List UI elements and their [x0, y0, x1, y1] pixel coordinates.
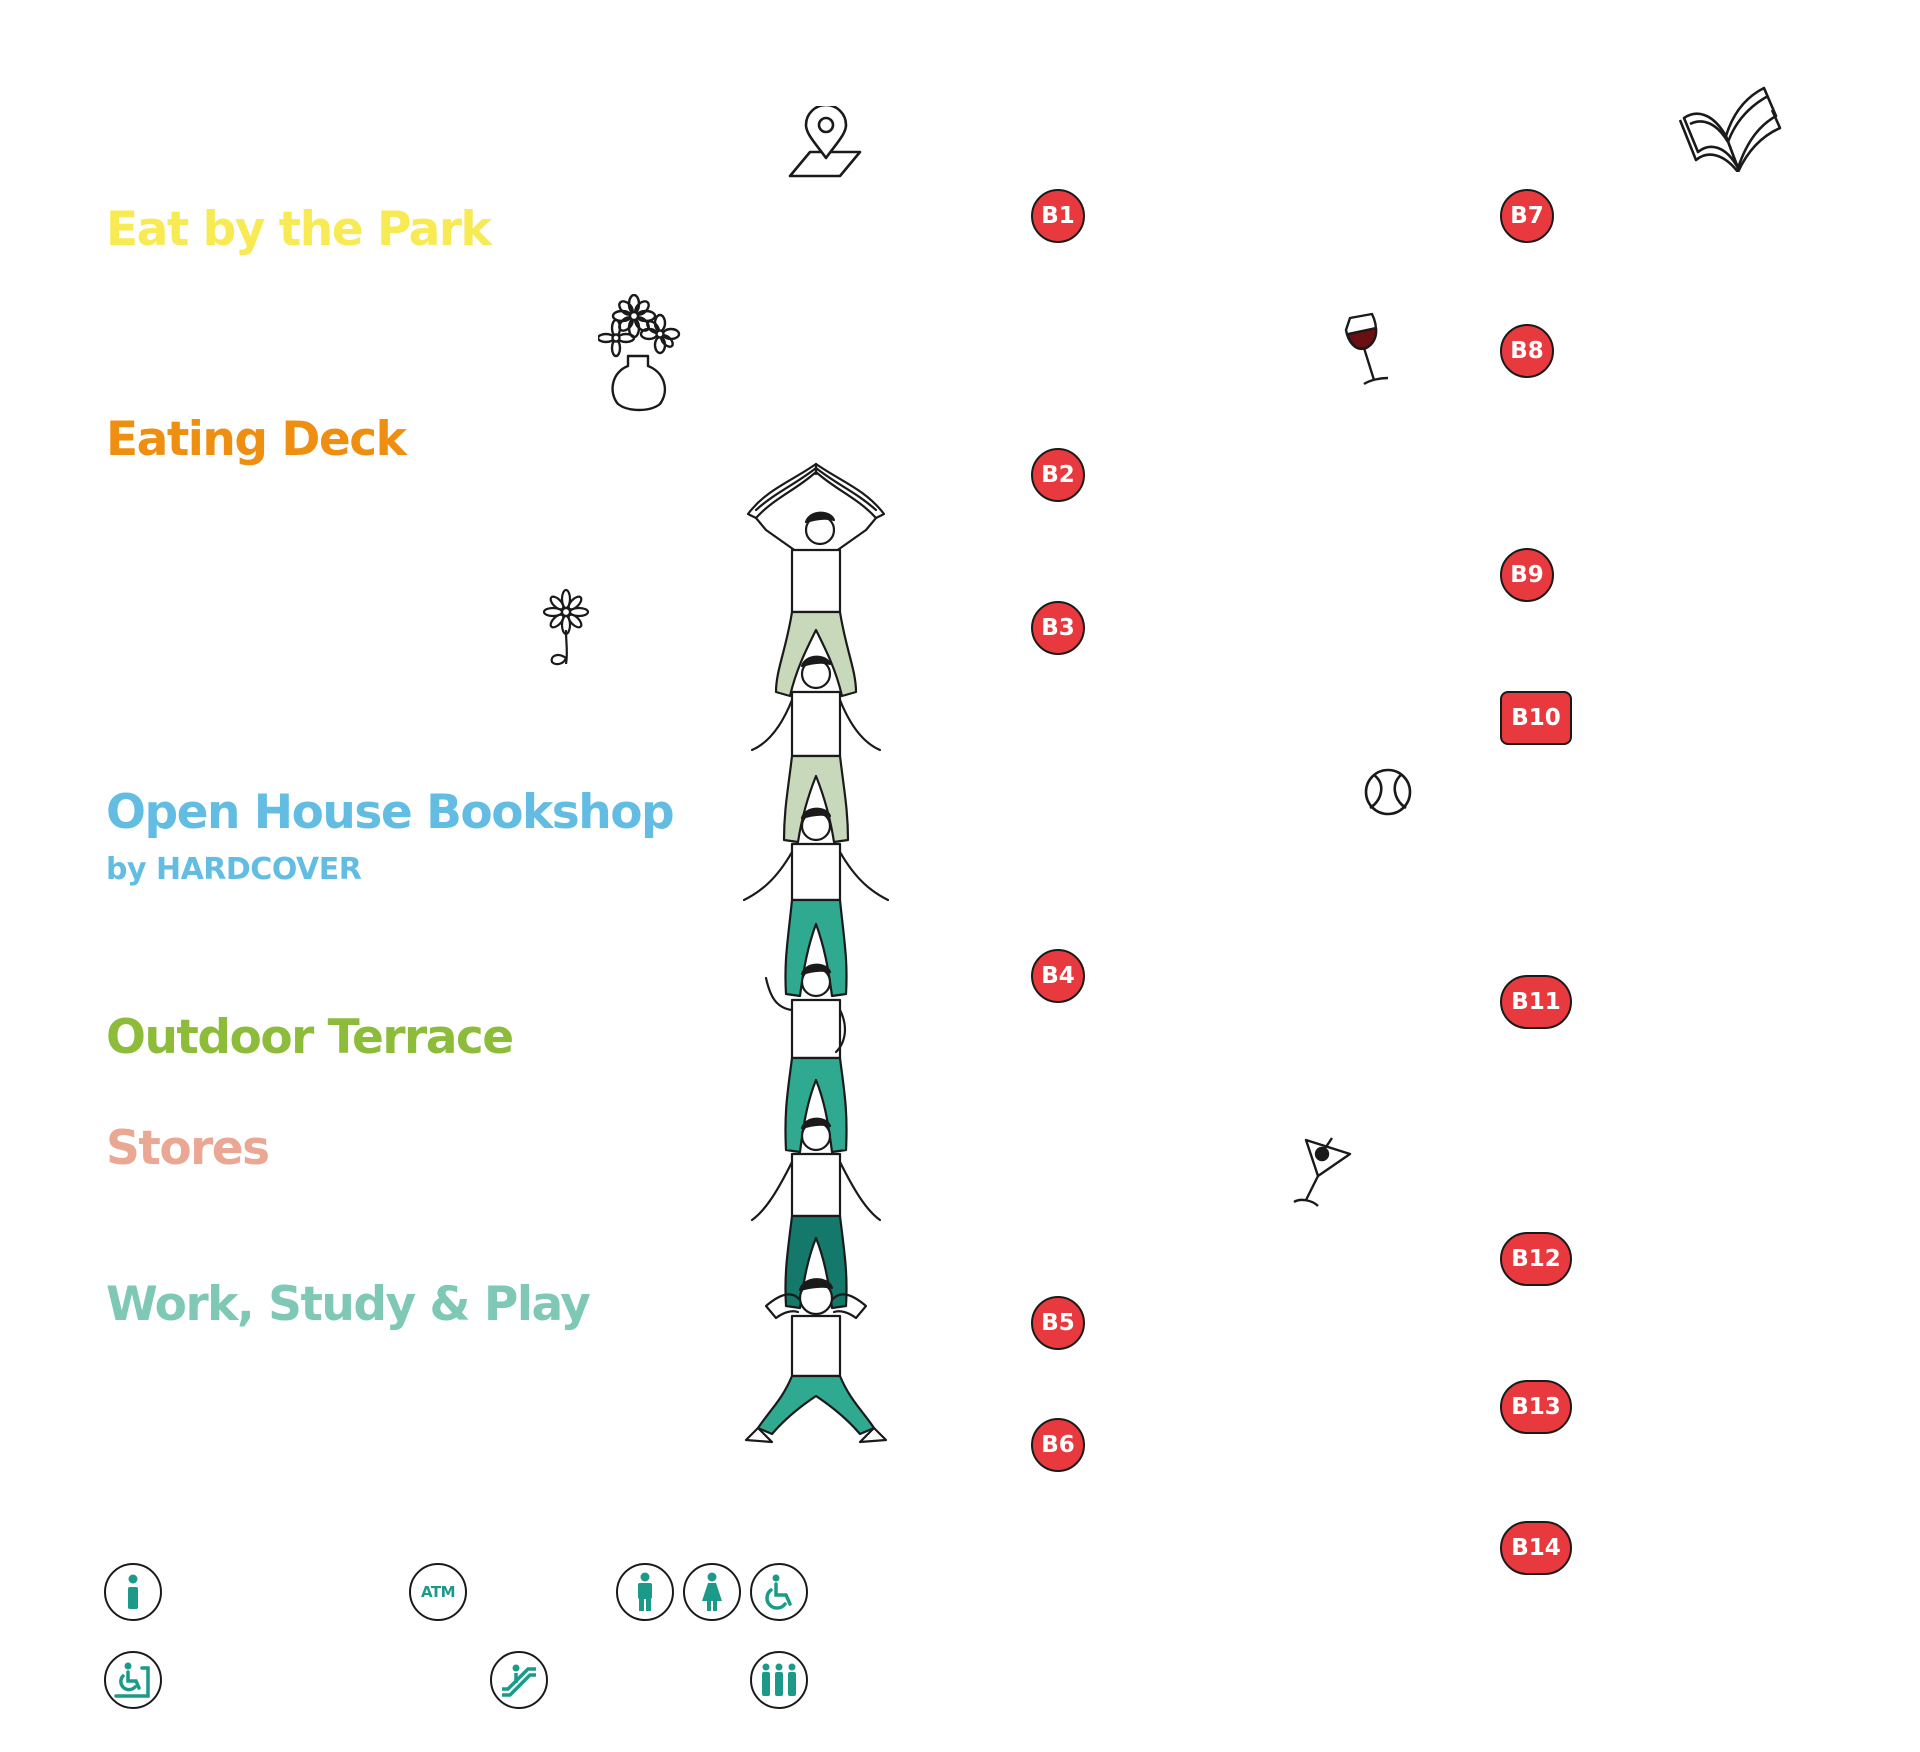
martini-glass-icon — [1292, 1136, 1354, 1212]
legend-eat-by-the-park: Eat by the Park — [106, 202, 491, 257]
unit-badge-b12[interactable]: B12 — [1500, 1232, 1572, 1286]
wheelchair-lift-icon[interactable] — [104, 1651, 162, 1709]
atm-icon[interactable] — [409, 1563, 467, 1621]
unit-badge-b5[interactable]: B5 — [1031, 1296, 1085, 1350]
map-pin-icon — [788, 106, 864, 178]
unit-badge-b10[interactable]: B10 — [1500, 691, 1572, 745]
female-toilet-icon[interactable] — [683, 1563, 741, 1621]
flower-vase-icon — [598, 294, 684, 412]
atm-label: ATM — [420, 1583, 456, 1601]
info-icon[interactable] — [104, 1563, 162, 1621]
legend-stores: Stores — [106, 1121, 269, 1176]
legend-bookshop-byline: by HARDCOVER — [106, 852, 362, 887]
accessible-toilet-icon[interactable] — [750, 1563, 808, 1621]
legend-work-study-play: Work, Study & Play — [106, 1277, 590, 1332]
tennis-ball-icon — [1362, 766, 1414, 818]
unit-badge-b11[interactable]: B11 — [1500, 975, 1572, 1029]
unit-badge-b4[interactable]: B4 — [1031, 949, 1085, 1003]
legend-eating-deck: Eating Deck — [106, 412, 406, 467]
legend-outdoor-terrace: Outdoor Terrace — [106, 1010, 513, 1065]
daisy-icon — [540, 588, 592, 668]
unit-badge-b3[interactable]: B3 — [1031, 601, 1085, 655]
escalator-icon[interactable] — [490, 1651, 548, 1709]
open-book-icon — [1678, 80, 1782, 172]
human-tower-illustration — [736, 460, 896, 1450]
queue-icon[interactable] — [750, 1651, 808, 1709]
wine-glass-icon — [1340, 312, 1400, 390]
male-toilet-icon[interactable] — [616, 1563, 674, 1621]
unit-badge-b13[interactable]: B13 — [1500, 1380, 1572, 1434]
unit-badge-b9[interactable]: B9 — [1500, 548, 1554, 602]
unit-badge-b8[interactable]: B8 — [1500, 324, 1554, 378]
unit-badge-b2[interactable]: B2 — [1031, 448, 1085, 502]
legend-open-house-bookshop: Open House Bookshop — [106, 785, 674, 840]
unit-badge-b6[interactable]: B6 — [1031, 1418, 1085, 1472]
unit-badge-b7[interactable]: B7 — [1500, 189, 1554, 243]
unit-badge-b1[interactable]: B1 — [1031, 189, 1085, 243]
unit-badge-b14[interactable]: B14 — [1500, 1521, 1572, 1575]
